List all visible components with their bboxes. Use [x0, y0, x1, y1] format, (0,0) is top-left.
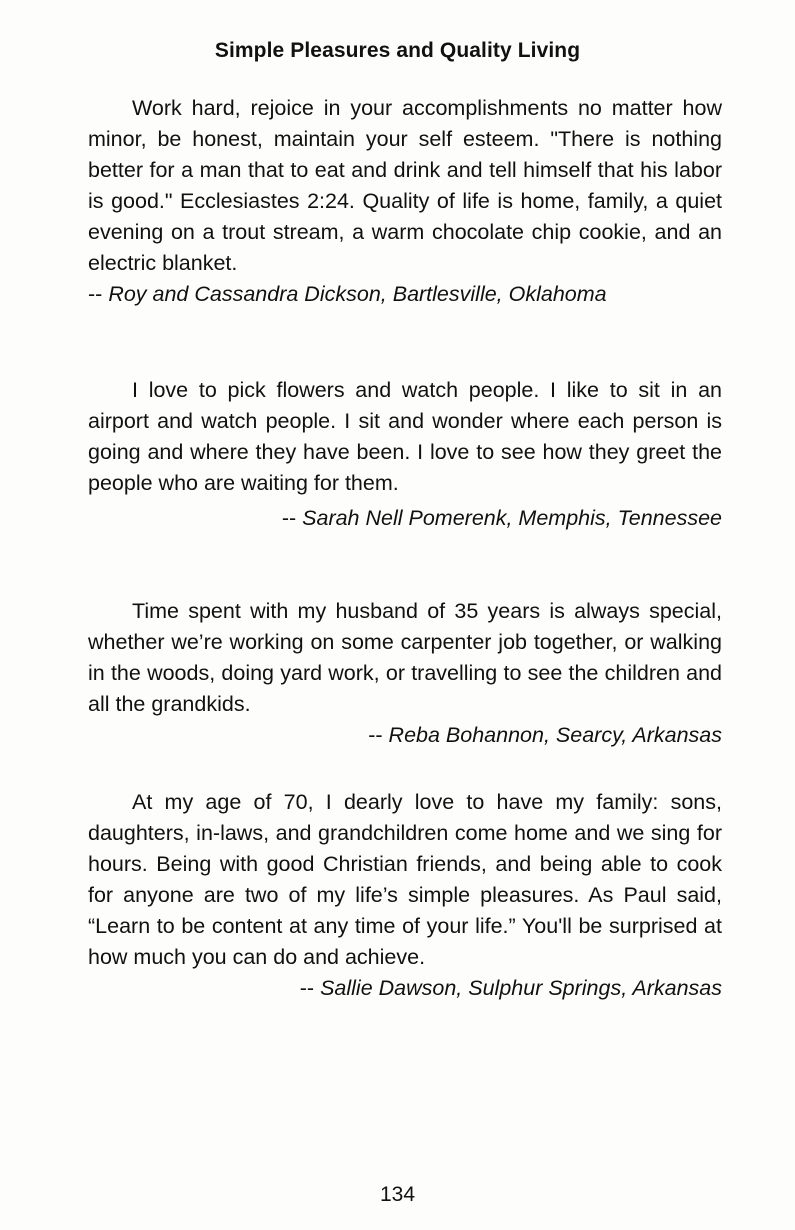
entry-attribution	[88, 720, 722, 751]
entry-attribution	[88, 279, 722, 310]
entry-text: At my age of 70, I dearly love to have my family: sons, daughters, in-laws, and grandchildren come home and we sing for hours. Being with good Christian friends, and being able to cook for anyone are two of my life’s simple pleasures. As Paul said, “Learn to be content at any time of your life.” You'll be surprised at how much you can do and achieve.	[88, 790, 722, 969]
entry-text: I love to pick flowers and watch people. I like to sit in an airport and watch people. I sit and wonder where each person is going and where they have been. I love to see how they greet the people who are waiting for them.	[88, 378, 722, 495]
attribution-author: Sallie Dawson, Sulphur Springs, Arkansas	[320, 976, 722, 1000]
attribution-author: Reba Bohannon, Searcy, Arkansas	[388, 723, 722, 747]
attribution-dash: --	[281, 506, 297, 530]
attribution-dash: --	[368, 723, 383, 747]
entry-attribution	[88, 973, 722, 1004]
page-title: Simple Pleasures and Quality Living	[214, 39, 581, 62]
attribution-dash: --	[88, 282, 103, 306]
entry-text: Work hard, rejoice in your accomplishments no matter how minor, be honest, maintain your self esteem. "There is nothing better for a man that to eat and drink and tell himself that his labor is good." Ecclesiastes 2:24. Quality of life is home, family, a quiet evening on a trout stream, a warm chocolate chip cookie, and an electric blanket.	[88, 96, 722, 275]
page-number: 134	[379, 1183, 416, 1206]
attribution-author: Roy and Cassandra Dickson, Bartlesville, Oklahoma	[108, 282, 607, 306]
testimonial-entry	[88, 375, 722, 534]
testimonial-entry	[88, 596, 722, 751]
entry-text: Time spent with my husband of 35 years is always special, whether we’re working on some carpenter job together, or walking in the woods, doing yard work, or travelling to see the children and all the grandkids.	[88, 599, 722, 716]
testimonial-entry	[88, 787, 722, 1004]
testimonial-entry	[88, 93, 722, 310]
attribution-author: Sarah Nell Pomerenk, Memphis, Tennessee	[302, 506, 722, 530]
attribution-dash: --	[299, 976, 315, 1000]
entry-attribution	[88, 503, 722, 534]
